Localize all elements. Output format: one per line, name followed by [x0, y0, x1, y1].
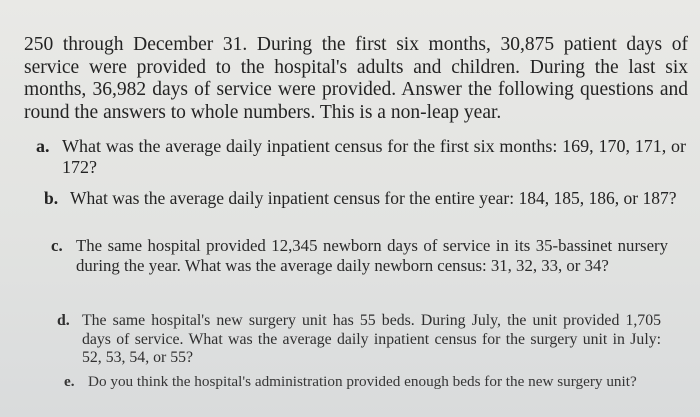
question-text: The same hospital's new surgery unit has 55 beds. During July, the unit provided 1,705 days of service. What was the average daily inpatient census for the surgery unit in July: 52, 53, 54, or 55?: [82, 312, 661, 366]
question-b: [44, 188, 678, 209]
question-letter: a.: [36, 136, 50, 156]
question-letter: d.: [57, 312, 70, 329]
question-text: The same hospital provided 12,345 newborn days of service in its 35-bassinet nursery during the year. What was the average daily newborn census: 31, 32, 33, or 34?: [76, 236, 668, 275]
question-text: Do you think the hospital's administration provided enough beds for the new surgery unit?: [88, 373, 637, 390]
question-e: [64, 373, 652, 391]
question-text: What was the average daily inpatient census for the first six months: 169, 170, 171, or 172?: [62, 136, 686, 177]
question-letter: c.: [51, 236, 63, 255]
question-letter: e.: [64, 373, 75, 390]
question-text: What was the average daily inpatient census for the entire year: 184, 185, 186, or 187?: [70, 188, 677, 208]
question-d: [57, 312, 661, 368]
question-letter: b.: [44, 188, 59, 208]
question-c: [51, 236, 668, 276]
intro-paragraph: 250 through December 31. During the first six months, 30,875 patient days of service were provided to the hospital's adults and children. During the last six months, 36,982 days of service were provided. Answer the following questions and round the answers to whole numbers. This is a non-leap year.: [24, 34, 688, 123]
question-a: [36, 136, 686, 178]
